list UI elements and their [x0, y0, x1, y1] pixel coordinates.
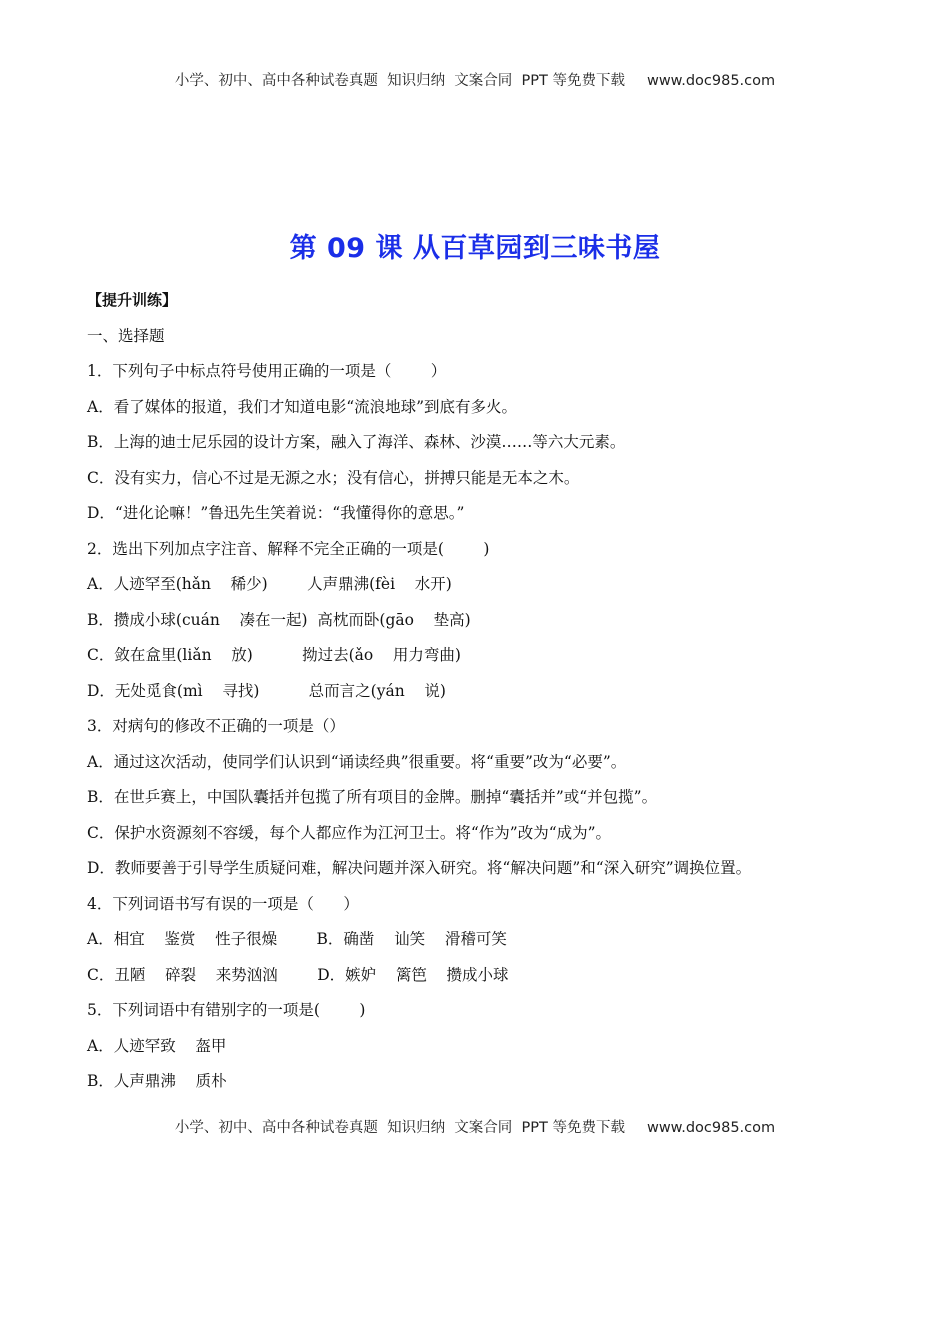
- text-line: B．人声鼎沸 质朴: [87, 1072, 227, 1090]
- section-heading: 【提升训练】: [87, 291, 178, 309]
- text-line: D．无处觅食(mì 寻找) 总而言之(yán 说): [87, 681, 446, 700]
- text-line: 一、选择题: [87, 326, 165, 345]
- text-line: 1．下列句子中标点符号使用正确的一项是（ ）: [87, 362, 447, 380]
- page-title: 第 09 课 从百草园到三味书屋: [289, 233, 661, 264]
- text-line: 5．下列词语中有错别字的一项是( ): [87, 1001, 366, 1019]
- text-line: 2．选出下列加点字注音、解释不完全正确的一项是( ): [87, 539, 490, 558]
- page-header: [0, 69, 950, 90]
- text-line: C．丑陋 碎裂 来势汹汹 D．嫉妒 篱笆 攒成小球: [87, 965, 509, 984]
- text-line: A．看了媒体的报道，我们才知道电影“流浪地球”到底有多火。: [87, 397, 518, 416]
- text-line: 3．对病句的修改不正确的一项是（）: [87, 717, 345, 735]
- text-line: A．人迹罕至(hǎn 稀少) 人声鼎沸(fèi 水开): [87, 575, 452, 593]
- header-url[interactable]: www.doc985.com: [646, 73, 776, 89]
- page-footer: [0, 1116, 950, 1137]
- text-line: B．在世乒赛上，中国队囊括并包揽了所有项目的金牌。删掉“囊括并”或“并包揽”。: [87, 788, 658, 806]
- document-body: [87, 283, 887, 1100]
- text-line: A．人迹罕致 盔甲: [87, 1036, 227, 1055]
- text-line: D．教师要善于引导学生质疑问难，解决问题并深入研究。将“解决问题”和“深入研究”调换位置。: [87, 859, 752, 877]
- footer-url[interactable]: www.doc985.com: [646, 1120, 776, 1136]
- text-line: B．攒成小球(cuán 凑在一起) 高枕而卧(gāo 垫高): [87, 610, 471, 629]
- text-line: C．没有实力，信心不过是无源之水；没有信心，拼搏只能是无本之木。: [87, 468, 580, 487]
- text-line: D．“进化论嘛！”鲁迅先生笑着说：“我懂得你的意思。”: [87, 504, 465, 522]
- text-line: A．通过这次活动，使同学们认识到“诵读经典”很重要。将“重要”改为“必要”。: [87, 752, 627, 771]
- text-line: 4．下列词语书写有误的一项是（ ）: [87, 894, 359, 913]
- text-line: C．保护水资源刻不容缓，每个人都应作为江河卫士。将“作为”改为“成为”。: [87, 823, 612, 842]
- text-line: C．敛在盒里(liǎn 放) 拗过去(ǎo 用力弯曲): [87, 646, 461, 664]
- header-text: 小学、初中、高中各种试卷真题 知识归纳 文案合同 PPT 等免费下载: [174, 73, 625, 89]
- text-line: A．相宜 鉴赏 性子很燥 B．确凿 讪笑 滑稽可笑: [87, 930, 507, 948]
- footer-text: 小学、初中、高中各种试卷真题 知识归纳 文案合同 PPT 等免费下载: [174, 1120, 625, 1136]
- text-line: B．上海的迪士尼乐园的设计方案，融入了海洋、森林、沙漠……等六大元素。: [87, 433, 626, 451]
